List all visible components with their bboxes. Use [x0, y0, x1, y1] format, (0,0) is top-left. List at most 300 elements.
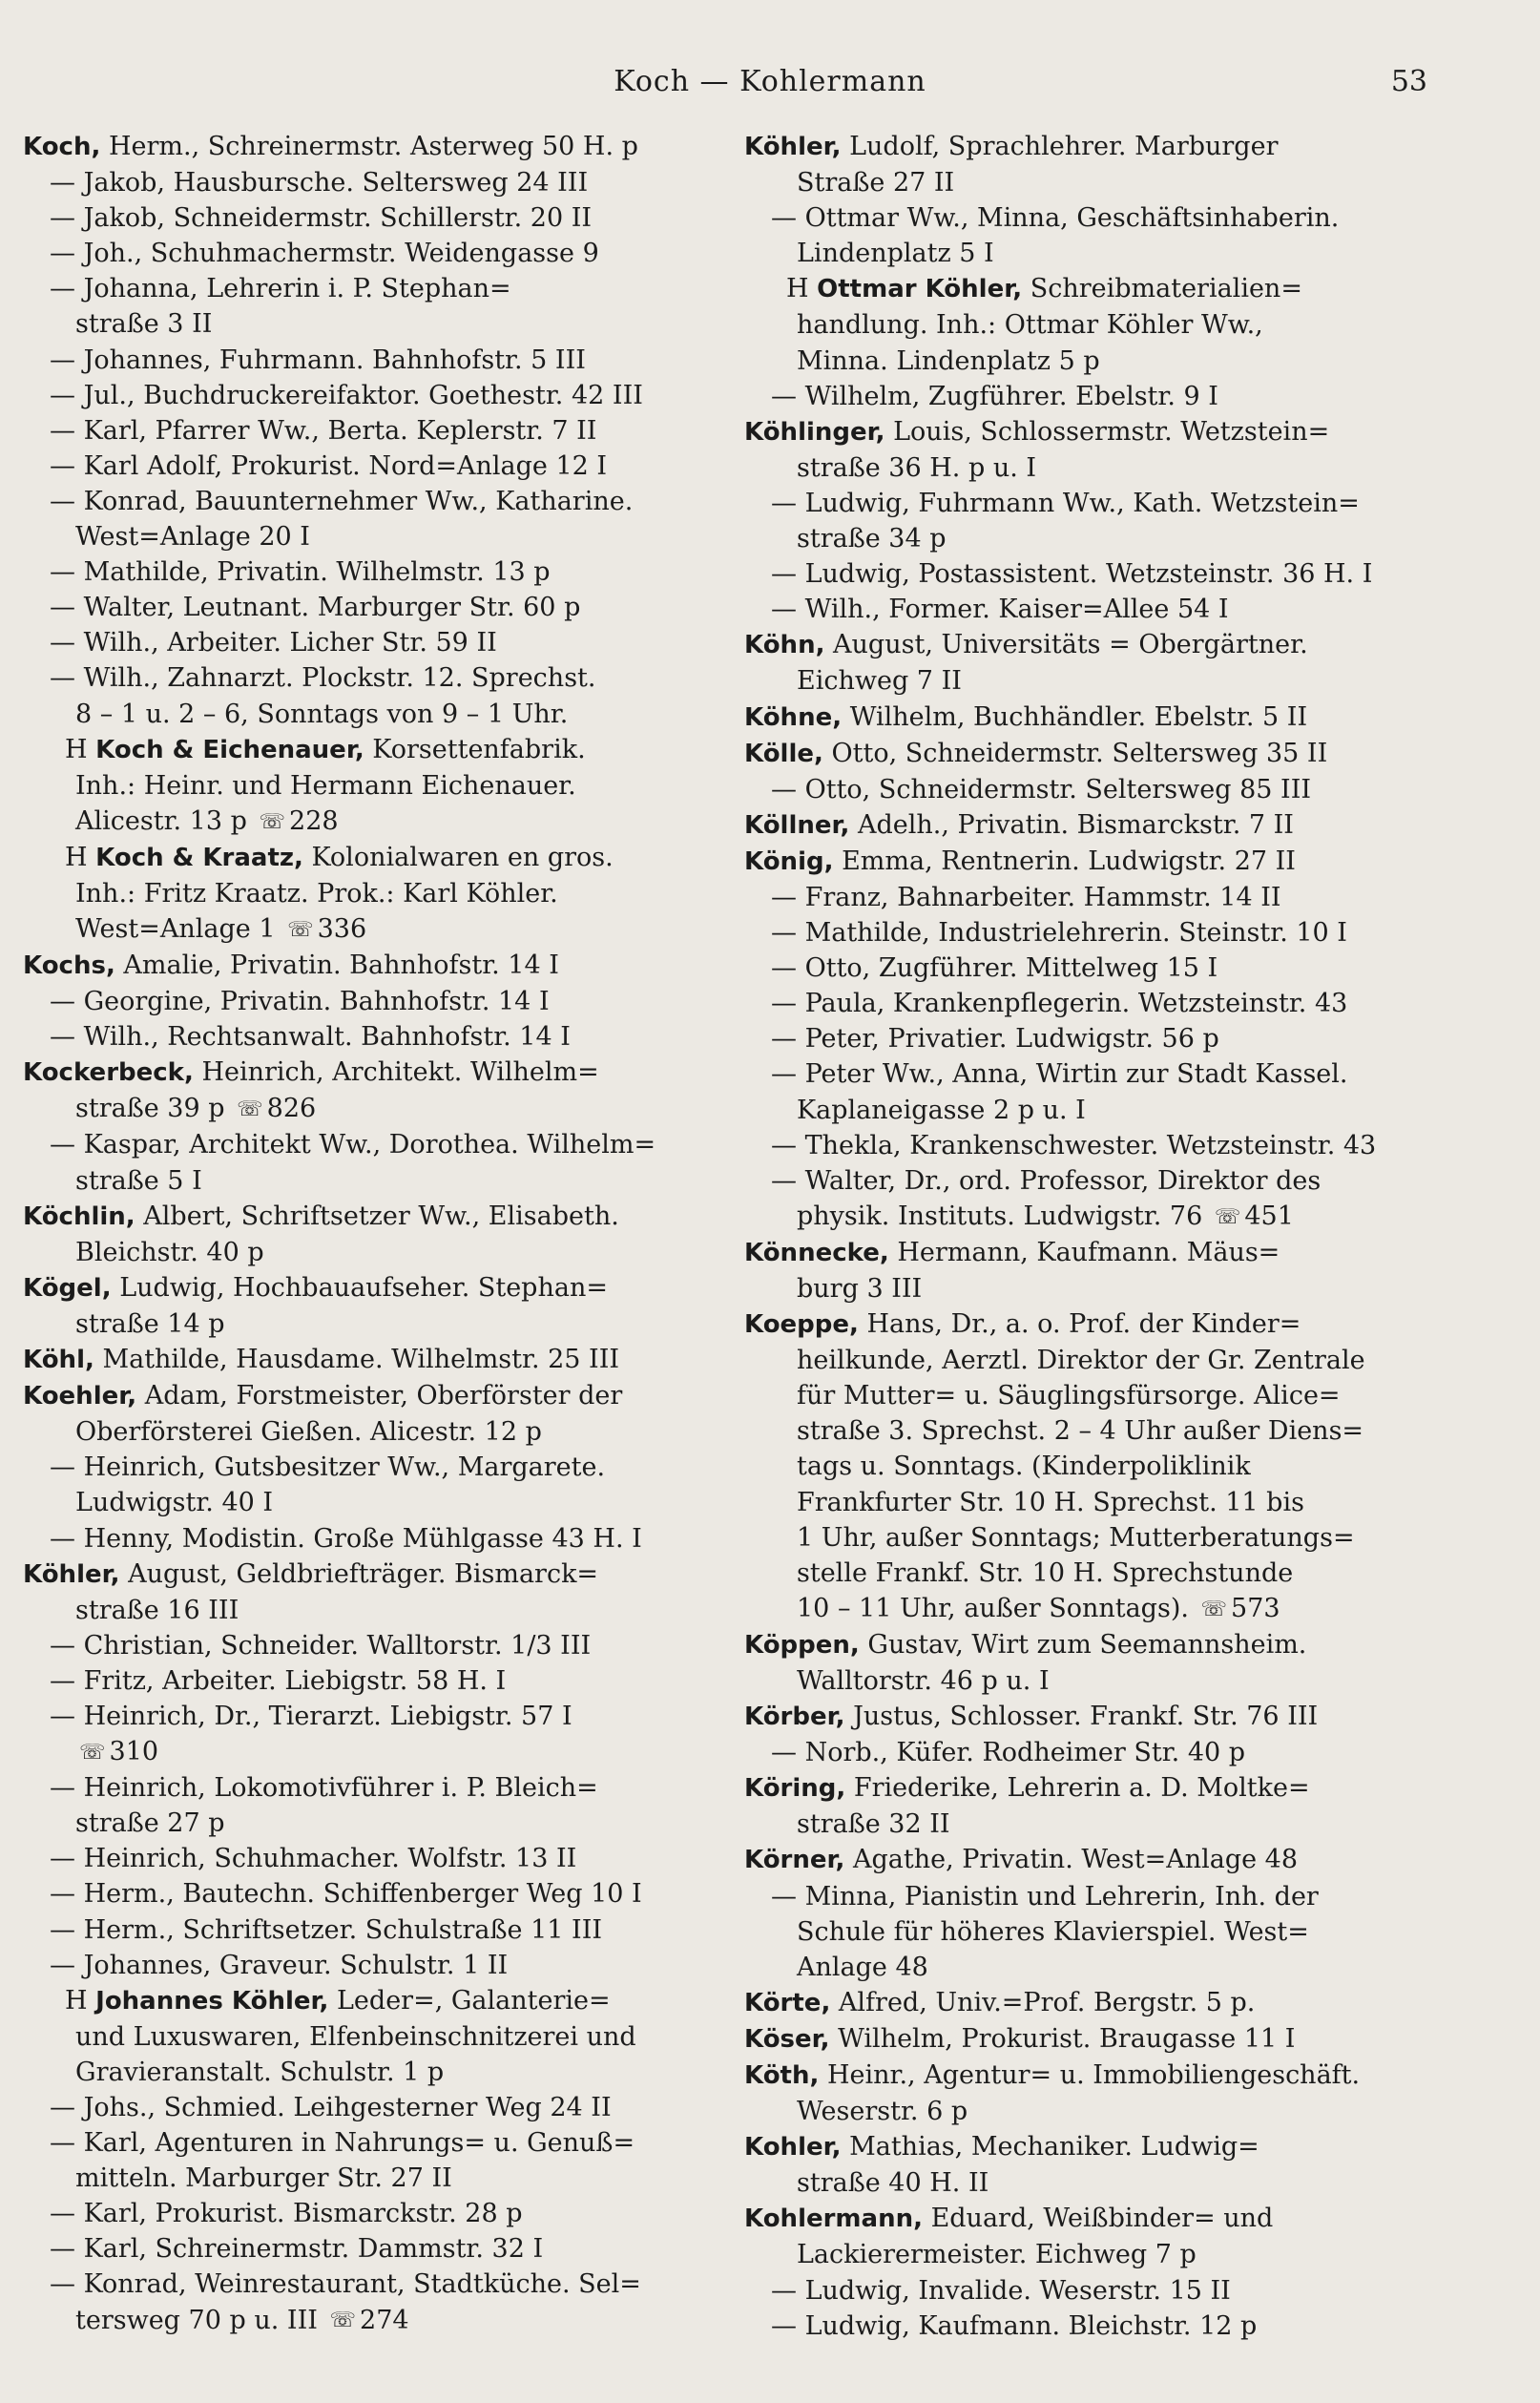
entry-line [23, 1663, 727, 1699]
entry-name: Johannes Köhler, [95, 1986, 329, 2016]
directory-entry [744, 271, 1431, 378]
entry-line [23, 129, 727, 165]
entry-text: 1 Uhr, außer Sonntags; Mutterberatungs= [797, 1522, 1355, 1553]
entry-name: Kochs, [23, 951, 115, 981]
entry-text: — Johanna, Lehrerin i. P. Stephan= [50, 274, 511, 304]
entry-text: Inh.: Heinr. und Hermann Eichenauer. [75, 770, 576, 801]
entry-text: — Herm., Bautechn. Schiffenberger Weg 10 I [50, 1879, 642, 1910]
entry-text: — Paula, Krankenpflegerin. Wetzsteinstr. 43 [771, 989, 1348, 1019]
entry-text: Ludwig, Hochbauaufseher. Stephan= [119, 1272, 608, 1303]
entry-line [23, 768, 727, 804]
telephone-number: 228 [289, 805, 339, 836]
entry-line [23, 2196, 727, 2231]
directory-entry [23, 1378, 727, 1450]
telephone-icon: ☏ [329, 2309, 357, 2333]
directory-entry [23, 2267, 727, 2338]
directory-entry [744, 1627, 1431, 1699]
telephone-number: 274 [360, 2305, 409, 2335]
entry-text: August, Universitäts = Obergärtner. [833, 630, 1308, 660]
entry-text: — Ludwig, Postassistent. Wetzsteinstr. 36 H. I [771, 559, 1373, 590]
entry-text: Lackierermeister. Eichweg 7 p [797, 2240, 1197, 2270]
entry-text: Heinr., Agentur= u. Immobiliengeschäft. [826, 2059, 1361, 2090]
entry-text: Gustav, Wirt zum Seemannsheim. [867, 1629, 1307, 1660]
entry-text: — Minna, Pianistin und Lehrerin, Inh. der [771, 1881, 1319, 1912]
directory-entry [23, 200, 727, 236]
entry-name: Köllner, [744, 810, 850, 840]
entry-name: Köser, [744, 2024, 830, 2054]
entry-line [23, 1019, 727, 1055]
directory-entry [23, 378, 727, 413]
entry-text: — Ludwig, Fuhrmann Ww., Kath. Wetzstein= [771, 488, 1360, 518]
telephone-icon: ☏ [1214, 1204, 1241, 1229]
entry-line [744, 1378, 1431, 1413]
entry-line [744, 200, 1431, 236]
entry-line [23, 236, 727, 271]
entry-text: — Heinrich, Dr., Tierarzt. Liebigstr. 57 I [50, 1701, 572, 1731]
directory-entry [23, 2231, 727, 2267]
directory-entry [23, 1557, 727, 1628]
entry-text: — Walter, Leutnant. Marburger Str. 60 p [50, 593, 581, 623]
entry-text: Mathilde, Hausdame. Wilhelmstr. 25 III [102, 1345, 620, 1375]
entry-line [744, 1842, 1431, 1878]
entry-text: — Wilh., Arbeiter. Licher Str. 59 II [50, 628, 497, 658]
directory-entry [744, 2021, 1431, 2058]
entry-line [744, 379, 1431, 414]
entry-line [744, 236, 1431, 271]
entry-name: Köhn, [744, 631, 825, 660]
directory-entry [744, 414, 1431, 486]
entry-text: — Ludwig, Kaufmann. Bleichstr. 12 p [771, 2310, 1258, 2341]
entry-text: — Mathilde, Industrielehrerin. Steinstr. 10 I [771, 918, 1347, 949]
entry-text: Anlage 48 [797, 1952, 928, 1982]
directory-entry [23, 1342, 727, 1378]
entry-text: — Johs., Schmied. Leihgesterner Weg 24 II [50, 2092, 612, 2122]
entry-text: Justus, Schlosser. Frankf. Str. 76 III [853, 1702, 1319, 1732]
entry-line [744, 880, 1431, 915]
entry-text: — Heinrich, Lokomotivführer i. P. Bleich= [50, 1773, 598, 1804]
entry-text: — Peter Ww., Anna, Wirtin zur Stadt Kassel. [771, 1059, 1348, 1090]
entry-text: — Henny, Modistin. Große Mühlgasse 43 H. I [50, 1523, 642, 1554]
entry-text: Alfred, Univ.=Prof. Bergstr. 5 p. [838, 1987, 1256, 2017]
entry-line [23, 1199, 727, 1235]
entry-name: Koch & Kraatz, [95, 843, 303, 872]
entry-line [23, 306, 727, 342]
entry-line [23, 625, 727, 660]
entry-text: — Wilh., Former. Kaiser=Allee 54 I [771, 595, 1229, 625]
entry-line [23, 165, 727, 200]
entry-line [744, 1950, 1431, 1985]
directory-entry [744, 736, 1431, 772]
directory-entry [23, 449, 727, 484]
entry-text: — Heinrich, Schuhmacher. Wolfstr. 13 II [50, 1844, 577, 1874]
entry-line [23, 1055, 727, 1091]
left-column [23, 129, 727, 2339]
directory-entry [744, 1985, 1431, 2021]
entry-name: Ottmar Köhler, [817, 275, 1023, 304]
entry-line [23, 1593, 727, 1628]
entry-name: Köhler, [23, 1559, 120, 1589]
entry-text: Agathe, Privatin. West=Anlage 48 [853, 1845, 1299, 1875]
directory-entry [744, 1056, 1431, 1127]
entry-line [23, 1235, 727, 1270]
directory-entry [744, 1235, 1431, 1306]
entry-line [744, 2021, 1431, 2058]
ad-marker: H [65, 1985, 88, 2016]
entry-line [744, 1735, 1431, 1770]
entry-text: Alicestr. 13 p [75, 805, 247, 836]
entry-text: Louis, Schlossermstr. Wetzstein= [893, 416, 1330, 447]
directory-entry [23, 840, 727, 948]
entry-text: — Mathilde, Privatin. Wilhelmstr. 13 p [50, 557, 551, 588]
directory-entry [744, 1770, 1431, 1842]
entry-line [744, 1093, 1431, 1128]
entry-text: — Otto, Schneidermstr. Seltersweg 85 III [771, 774, 1312, 804]
entry-text: physik. Instituts. Ludwigstr. 76 [797, 1201, 1203, 1231]
entry-text: Oberförsterei Gießen. Alicestr. 12 p [75, 1417, 542, 1448]
entry-text: und Luxuswaren, Elfenbeinschnitzerei und [75, 2021, 636, 2052]
entry-text: West=Anlage 1 [75, 914, 276, 945]
entry-text: Inh.: Fritz Kraatz. Prok.: Karl Köhler. [75, 878, 558, 909]
directory-entry [23, 343, 727, 378]
entry-text: — Karl, Schreinermstr. Dammstr. 32 I [50, 2234, 544, 2265]
entry-line [744, 592, 1431, 627]
telephone-icon: ☏ [259, 809, 286, 834]
entry-line [23, 1876, 727, 1912]
entry-name: Körner, [744, 1846, 845, 1875]
entry-text: — Wilhelm, Zugführer. Ebelstr. 9 I [771, 381, 1218, 411]
entry-line [744, 344, 1431, 379]
directory-entry [23, 1912, 727, 1948]
entry-text: straße 36 H. p u. I [797, 452, 1037, 483]
directory-entry [23, 1055, 727, 1127]
page-header [0, 65, 1540, 113]
entry-text: Albert, Schriftsetzer Ww., Elisabeth. [143, 1201, 619, 1231]
entry-text: Herm., Schreinermstr. Asterweg 50 H. p [108, 132, 638, 161]
directory-entry [23, 1983, 727, 2090]
entry-name: Koch, [23, 133, 101, 161]
entry-line [23, 697, 727, 732]
directory-entry [744, 1128, 1431, 1163]
directory-entry [744, 1735, 1431, 1770]
entry-line [23, 732, 727, 768]
entry-line [23, 2267, 727, 2302]
entry-line [744, 1235, 1431, 1271]
entry-name: Körte, [744, 1988, 831, 2017]
entry-text: Hans, Dr., a. o. Prof. der Kinder= [866, 1309, 1301, 1340]
directory-entry [744, 1306, 1431, 1627]
entry-line [23, 876, 727, 911]
entry-text: Otto, Schneidermstr. Seltersweg 35 II [831, 738, 1328, 768]
entry-text: Gravieranstalt. Schulstr. 1 p [75, 2057, 445, 2087]
entry-text: straße 3 II [75, 309, 213, 340]
directory-entry [744, 1021, 1431, 1056]
ad-marker: H [65, 734, 88, 764]
entry-line [744, 307, 1431, 343]
entry-line [744, 129, 1431, 165]
entry-text: — Kaspar, Architekt Ww., Dorothea. Wilhelm= [50, 1130, 656, 1160]
entry-text: Straße 27 II [797, 168, 955, 199]
entry-line [23, 1127, 727, 1162]
directory-entry [744, 1163, 1431, 1235]
entry-text: — Konrad, Bauunternehmer Ww., Katharine. [50, 486, 634, 516]
entry-name: Körber, [744, 1703, 845, 1732]
entry-text: — Heinrich, Gutsbesitzer Ww., Margarete. [50, 1452, 606, 1483]
ad-marker: H [786, 274, 809, 304]
entry-text: — Jakob, Schneidermstr. Schillerstr. 20 II [50, 203, 593, 234]
entry-name: Köhne, [744, 702, 843, 732]
directory-entry [23, 413, 727, 449]
entry-line [744, 2094, 1431, 2129]
directory-entry [744, 1879, 1431, 1985]
entry-line [744, 1770, 1431, 1807]
entry-line [23, 1841, 727, 1876]
entry-line [744, 2165, 1431, 2201]
entry-name: Könnecke, [744, 1238, 889, 1267]
entry-line [23, 343, 727, 378]
entry-text: — Joh., Schuhmachermstr. Weidengasse 9 [50, 239, 599, 269]
directory-entry [744, 915, 1431, 951]
entry-line [744, 1413, 1431, 1449]
entry-line [744, 1663, 1431, 1699]
page-title: Koch — Kohlermann [614, 65, 926, 98]
entry-text: straße 40 H. II [797, 2168, 989, 2199]
entry-line [744, 1271, 1431, 1306]
directory-entry [744, 129, 1431, 200]
directory-entry [744, 986, 1431, 1021]
entry-line [744, 736, 1431, 772]
entry-line [23, 840, 727, 876]
entry-line [744, 2129, 1431, 2165]
entry-line [23, 519, 727, 554]
entry-line [744, 951, 1431, 986]
directory-entry [23, 1770, 727, 1841]
entry-text: — Karl, Agenturen in Nahrungs= u. Genuß= [50, 2128, 635, 2159]
entry-text: 8 – 1 u. 2 – 6, Sonntags von 9 – 1 Uhr. [75, 699, 569, 729]
entry-text: Eduard, Weißbinder= und [930, 2204, 1274, 2234]
directory-entry [744, 772, 1431, 807]
entry-line [744, 1879, 1431, 1914]
directory-entry [23, 2196, 727, 2231]
entry-text: — Johannes, Graveur. Schulstr. 1 II [50, 1950, 509, 1980]
entry-line [23, 1628, 727, 1663]
directory-entry [23, 948, 727, 984]
entry-line [744, 2201, 1431, 2237]
entry-text: Weserstr. 6 p [797, 2097, 968, 2127]
entry-line [23, 1414, 727, 1450]
entry-text: — Jul., Buchdruckereifaktor. Goethestr. 42 III [50, 380, 643, 410]
directory-entry [744, 880, 1431, 915]
entry-text: — Christian, Schneider. Walltorstr. 1/3 III [50, 1630, 592, 1661]
directory-entry [744, 1699, 1431, 1735]
right-column [744, 129, 1431, 2344]
directory-entry [744, 592, 1431, 627]
entry-text: Wilhelm, Prokurist. Braugasse 11 I [838, 2023, 1296, 2054]
directory-entry [744, 807, 1431, 844]
telephone-number: 310 [109, 1737, 159, 1767]
entry-text: West=Anlage 20 I [75, 522, 310, 553]
entry-text: Adam, Forstmeister, Oberförster der [144, 1381, 623, 1411]
entry-text: — Fritz, Arbeiter. Liebigstr. 58 H. I [50, 1665, 507, 1696]
directory-entry [744, 2309, 1431, 2344]
entry-text: August, Geldbriefträger. Bismarck= [128, 1558, 599, 1589]
entry-text: Ludolf, Sprachlehrer. Marburger [849, 132, 1279, 161]
entry-text: — Otto, Zugführer. Mittelweg 15 I [771, 953, 1218, 984]
entry-line [23, 948, 727, 984]
telephone-number: 826 [266, 1094, 317, 1124]
entry-line [23, 804, 727, 840]
telephone-number: 451 [1244, 1201, 1294, 1231]
entry-line [744, 772, 1431, 807]
entry-name: König, [744, 846, 834, 876]
entry-text: Ludwigstr. 40 I [75, 1488, 274, 1518]
entry-line [23, 2090, 727, 2125]
entry-line [744, 1343, 1431, 1378]
entry-text: heilkunde, Aerztl. Direktor der Gr. Zentrale [797, 1346, 1365, 1376]
entry-text: — Konrad, Weinrestaurant, Stadtküche. Sel= [50, 2269, 641, 2300]
entry-line [23, 484, 727, 519]
directory-entry [23, 554, 727, 590]
entry-text: — Herm., Schriftsetzer. Schulstraße 11 III [50, 1914, 603, 1945]
entry-line [744, 1021, 1431, 1056]
directory-entry [744, 2058, 1431, 2129]
entry-line [744, 1914, 1431, 1950]
entry-text: handlung. Inh.: Ottmar Köhler Ww., [797, 310, 1263, 341]
directory-entry [23, 984, 727, 1019]
entry-line [23, 911, 727, 948]
telephone-icon: ☏ [287, 917, 314, 942]
entry-line [744, 165, 1431, 200]
entry-name: Koehler, [23, 1382, 137, 1411]
entry-line [23, 1521, 727, 1557]
entry-text: — Johannes, Fuhrmann. Bahnhofstr. 5 III [50, 345, 586, 375]
entry-name: Koeppe, [744, 1310, 859, 1340]
directory-entry [23, 1450, 727, 1520]
entry-name: Köth, [744, 2060, 820, 2090]
directory-entry [23, 590, 727, 625]
entry-line [23, 1948, 727, 1983]
entry-line [23, 413, 727, 449]
entry-text: Kolonialwaren en gros. [311, 842, 614, 872]
entry-line [23, 1342, 727, 1378]
entry-line [744, 2237, 1431, 2272]
telephone-number: 336 [317, 914, 367, 945]
entry-name: Kohlermann, [744, 2204, 923, 2234]
entry-line [744, 450, 1431, 486]
directory-entry [23, 732, 727, 840]
entry-line [744, 1556, 1431, 1591]
page-number: 53 [1390, 65, 1427, 98]
entry-name: Köhl, [23, 1346, 94, 1375]
entry-text: — Karl, Prokurist. Bismarckstr. 28 p [50, 2199, 523, 2229]
entry-text: Lindenplatz 5 I [797, 239, 994, 269]
entry-text: Amalie, Privatin. Bahnhofstr. 14 I [123, 951, 559, 981]
entry-line [23, 200, 727, 236]
entry-text: straße 16 III [75, 1595, 239, 1625]
entry-line [23, 1163, 727, 1199]
entry-text: Hermann, Kaufmann. Mäus= [897, 1237, 1280, 1267]
entry-text: Emma, Rentnerin. Ludwigstr. 27 II [842, 846, 1296, 876]
entry-line [23, 1557, 727, 1593]
telephone-icon: ☏ [237, 1097, 263, 1122]
entry-text: straße 34 p [797, 524, 947, 554]
entry-name: Köring, [744, 1774, 846, 1804]
directory-entry [23, 660, 727, 731]
entry-name: Köchlin, [23, 1202, 135, 1231]
entry-text: straße 39 p [75, 1094, 225, 1124]
entry-name: Koch & Eichenauer, [95, 735, 364, 764]
directory-entry [23, 1876, 727, 1912]
directory-entry [23, 165, 727, 200]
entry-line [23, 1450, 727, 1485]
entry-line [744, 1485, 1431, 1520]
entry-text: straße 27 p [75, 1808, 225, 1839]
entry-line [744, 2309, 1431, 2344]
directory-entry [744, 1842, 1431, 1878]
directory-entry [744, 486, 1431, 556]
entry-line [744, 1128, 1431, 1163]
entry-line [744, 1520, 1431, 1556]
entry-text: Heinrich, Architekt. Wilhelm= [201, 1057, 599, 1088]
directory-entry [23, 1521, 727, 1557]
entry-line [23, 271, 727, 306]
telephone-number: 573 [1231, 1593, 1280, 1623]
telephone-icon: ☏ [79, 1741, 106, 1766]
entry-text: Minna. Lindenplatz 5 p [797, 345, 1100, 376]
entry-line [23, 1983, 727, 2019]
entry-line [744, 521, 1431, 556]
entry-text: — Wilh., Rechtsanwalt. Bahnhofstr. 14 I [50, 1022, 571, 1053]
entry-line [23, 1806, 727, 1841]
entry-name: Köhler, [744, 133, 842, 161]
entry-line [744, 414, 1431, 450]
directory-entry [23, 1699, 727, 1770]
entry-text: Walltorstr. 46 p u. I [797, 1665, 1050, 1696]
directory-entry [744, 627, 1431, 699]
entry-text: straße 5 I [75, 1165, 202, 1196]
entry-text: stelle Frankf. Str. 10 H. Sprechstunde [797, 1557, 1294, 1588]
entry-line [23, 449, 727, 484]
entry-name: Köppen, [744, 1630, 860, 1660]
entry-line [744, 271, 1431, 307]
entry-line [23, 1091, 727, 1127]
entry-line [23, 378, 727, 413]
entry-line [744, 1807, 1431, 1842]
entry-line [23, 1734, 727, 1770]
entry-text: straße 32 II [797, 1809, 950, 1840]
directory-entry [23, 1127, 727, 1198]
entry-name: Kölle, [744, 739, 823, 768]
entry-text: — Ludwig, Invalide. Weserstr. 15 II [771, 2275, 1231, 2306]
directory-entry [23, 236, 727, 271]
entry-line [23, 660, 727, 696]
entry-text: tags u. Sonntags. (Kinderpoliklinik [797, 1452, 1251, 1482]
entry-text: — Franz, Bahnarbeiter. Hammstr. 14 II [771, 882, 1281, 912]
entry-line [744, 1591, 1431, 1627]
entry-line [23, 2231, 727, 2267]
entry-line [23, 2303, 727, 2339]
entry-text: — Walter, Dr., ord. Professor, Direktor des [771, 1165, 1321, 1196]
entry-text: Leder=, Galanterie= [337, 1985, 611, 2016]
entry-text: Adelh., Privatin. Bismarckstr. 7 II [858, 809, 1294, 840]
entry-name: Kögel, [23, 1273, 112, 1303]
directory-entry [744, 844, 1431, 880]
directory-entry [23, 1019, 727, 1055]
entry-line [744, 1056, 1431, 1092]
directory-entry [23, 271, 727, 342]
entry-line [23, 2125, 727, 2161]
directory-entry [23, 1841, 727, 1876]
entry-line [744, 2273, 1431, 2309]
